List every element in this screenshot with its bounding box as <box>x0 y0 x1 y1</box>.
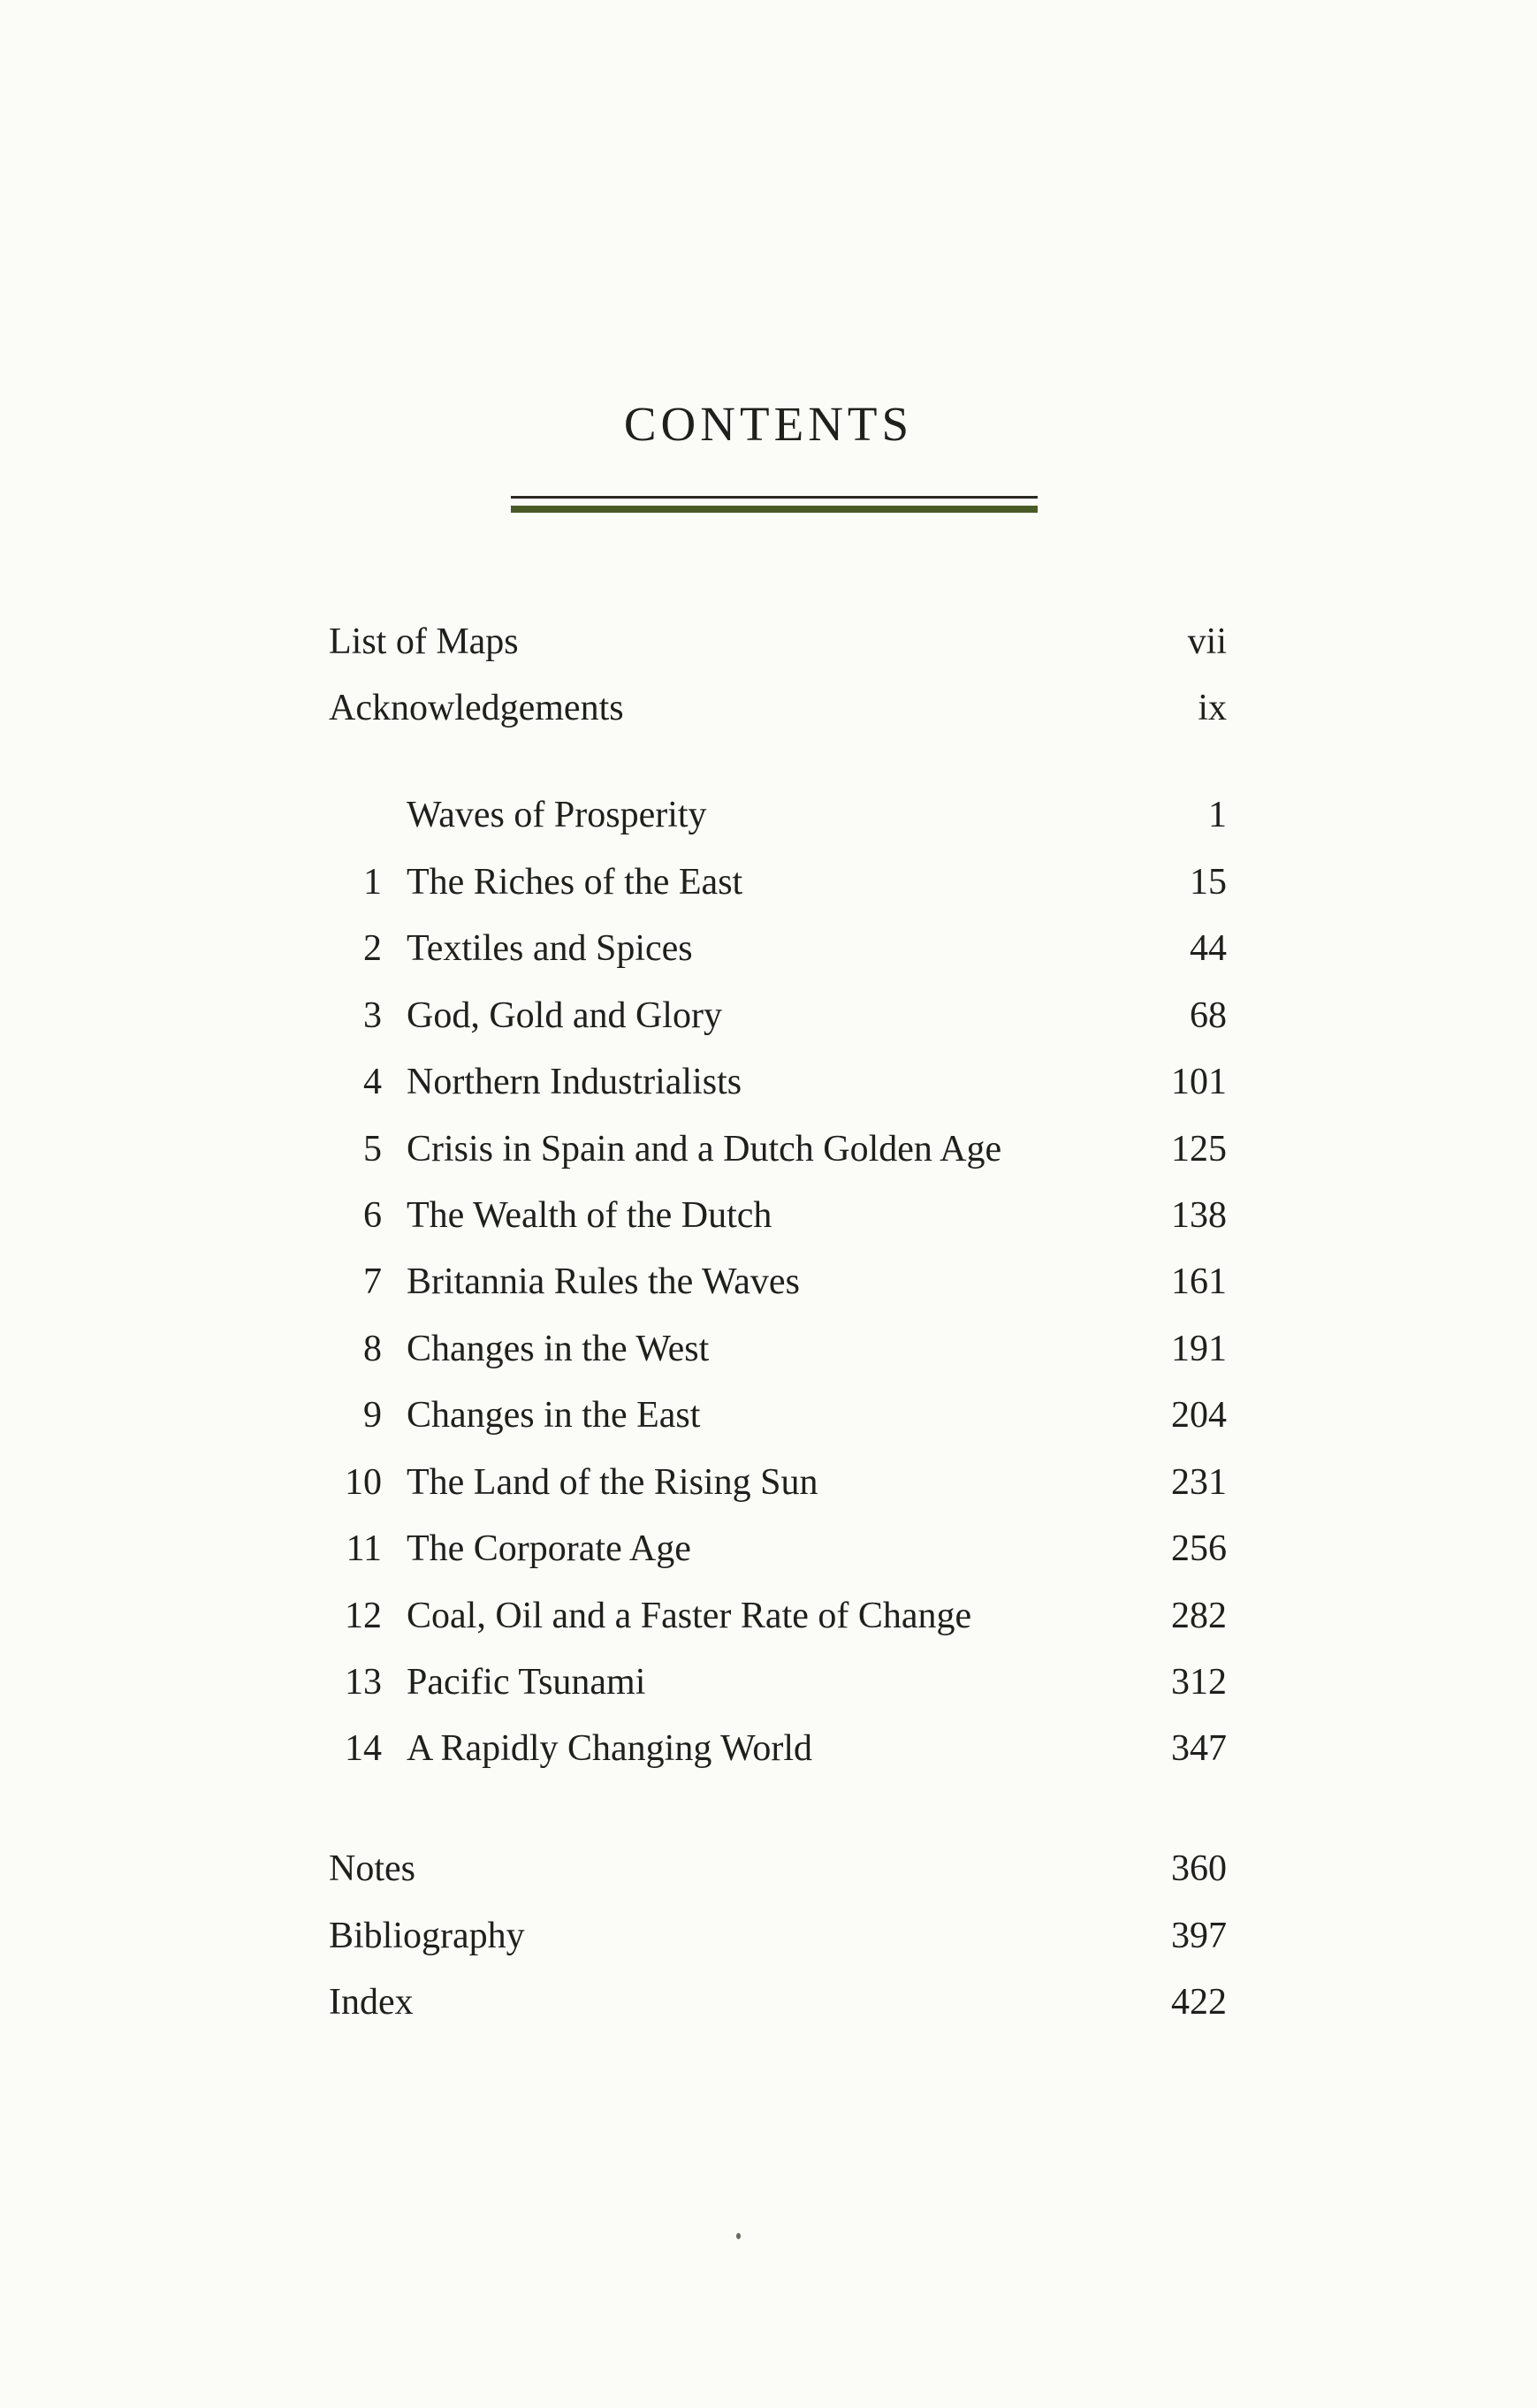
toc-entry-number: 12 <box>345 1596 382 1636</box>
toc-entry-page: 231 <box>1171 1462 1227 1503</box>
toc-entry-label: Pacific Tsunami <box>407 1662 646 1703</box>
toc-entry-chapter-10[interactable] <box>329 1449 1227 1516</box>
toc-entry-label: Bibliography <box>329 1916 525 1956</box>
toc-entry-page: 191 <box>1171 1329 1227 1369</box>
toc-entry-page: 138 <box>1171 1195 1227 1236</box>
toc-entry-page: 347 <box>1171 1728 1227 1769</box>
toc-entry-chapter-12[interactable] <box>329 1582 1227 1650</box>
toc-entry-page: 68 <box>1190 995 1227 1036</box>
toc-entry-number: 2 <box>363 928 382 969</box>
toc-entry-chapter-9[interactable] <box>329 1382 1227 1449</box>
toc-entry-label: List of Maps <box>329 621 519 662</box>
toc-entry-chapter-5[interactable] <box>329 1116 1227 1183</box>
toc-entry-number: 6 <box>363 1195 382 1236</box>
toc-entry-label: The Riches of the East <box>407 862 743 903</box>
toc-entry-page: 161 <box>1171 1261 1227 1302</box>
toc-entry-page: 1 <box>1208 795 1227 835</box>
title-rule-thin <box>511 496 1038 499</box>
toc-entry-chapter-14[interactable] <box>329 1715 1227 1782</box>
toc-entry-page: 397 <box>1171 1916 1227 1956</box>
toc-entry-number: 1 <box>363 862 382 903</box>
print-speck <box>736 2233 741 2239</box>
toc-entry-chapter-11[interactable] <box>329 1515 1227 1582</box>
toc-entry-number: 9 <box>363 1395 382 1436</box>
toc-entry-page: 282 <box>1171 1596 1227 1636</box>
toc-entry-chapter-7[interactable] <box>329 1248 1227 1315</box>
toc-entry-chapter-2[interactable] <box>329 915 1227 982</box>
toc-entry-page: 256 <box>1171 1528 1227 1569</box>
toc-entry-number: 7 <box>363 1261 382 1302</box>
toc-entry-page: 422 <box>1171 1982 1227 2023</box>
toc-entry-page: 125 <box>1171 1129 1227 1170</box>
toc-entry-label: God, Gold and Glory <box>407 995 722 1036</box>
toc-entry-list-of-maps[interactable] <box>329 608 1227 675</box>
toc-entry-label: Crisis in Spain and a Dutch Golden Age <box>407 1129 1002 1170</box>
toc-entry-label: The Wealth of the Dutch <box>407 1195 772 1236</box>
toc-entry-page: ix <box>1198 688 1227 728</box>
toc-entry-page: 101 <box>1171 1062 1227 1102</box>
toc-entry-number: 14 <box>345 1728 382 1769</box>
toc-entry-chapter-3[interactable] <box>329 982 1227 1049</box>
toc-entry-label: Changes in the West <box>407 1329 710 1369</box>
toc-entry-label: A Rapidly Changing World <box>407 1728 813 1769</box>
toc-entry-label: Waves of Prosperity <box>407 795 707 835</box>
toc-entry-page: 15 <box>1190 862 1227 903</box>
toc-entry-label: The Land of the Rising Sun <box>407 1462 818 1503</box>
toc-entry-label: Britannia Rules the Waves <box>407 1261 800 1302</box>
toc-entry-chapter-1[interactable] <box>329 849 1227 916</box>
toc-entry-number: 4 <box>363 1062 382 1102</box>
toc-entry-notes[interactable] <box>329 1835 1227 1902</box>
toc-entry-label: Northern Industrialists <box>407 1062 742 1102</box>
toc-entry-number: 10 <box>345 1462 382 1503</box>
toc-entry-chapter-4[interactable] <box>329 1048 1227 1116</box>
toc-entry-number: 11 <box>346 1528 382 1569</box>
toc-entry-label: Textiles and Spices <box>407 928 693 969</box>
toc-entry-page: 204 <box>1171 1395 1227 1436</box>
toc-entry-label: Index <box>329 1982 414 2023</box>
toc-entry-number: 3 <box>363 995 382 1036</box>
toc-entry-page: 360 <box>1171 1848 1227 1889</box>
toc-entry-chapter-6[interactable] <box>329 1182 1227 1249</box>
title-rule-thick <box>511 506 1038 513</box>
toc-entry-number: 8 <box>363 1329 382 1369</box>
toc-entry-label: Notes <box>329 1848 415 1889</box>
toc-entry-label: The Corporate Age <box>407 1528 691 1569</box>
toc-entry-chapter-13[interactable] <box>329 1649 1227 1716</box>
toc-entry-acknowledgements[interactable] <box>329 674 1227 742</box>
toc-entry-number: 13 <box>345 1662 382 1703</box>
toc-entry-label: Coal, Oil and a Faster Rate of Change <box>407 1596 972 1636</box>
toc-entry-page: 312 <box>1171 1662 1227 1703</box>
toc-entry-page: 44 <box>1190 928 1227 969</box>
page-title: CONTENTS <box>623 397 914 451</box>
toc-entry-index[interactable] <box>329 1969 1227 2036</box>
toc-entry-label: Changes in the East <box>407 1395 701 1436</box>
toc-entry-label: Acknowledgements <box>329 688 624 728</box>
toc-entry-number: 5 <box>363 1129 382 1170</box>
toc-entry-chapter-8[interactable] <box>329 1315 1227 1383</box>
toc-entry-prologue[interactable] <box>329 781 1227 849</box>
toc-entry-bibliography[interactable] <box>329 1902 1227 1970</box>
toc-entry-page: vii <box>1187 621 1227 662</box>
